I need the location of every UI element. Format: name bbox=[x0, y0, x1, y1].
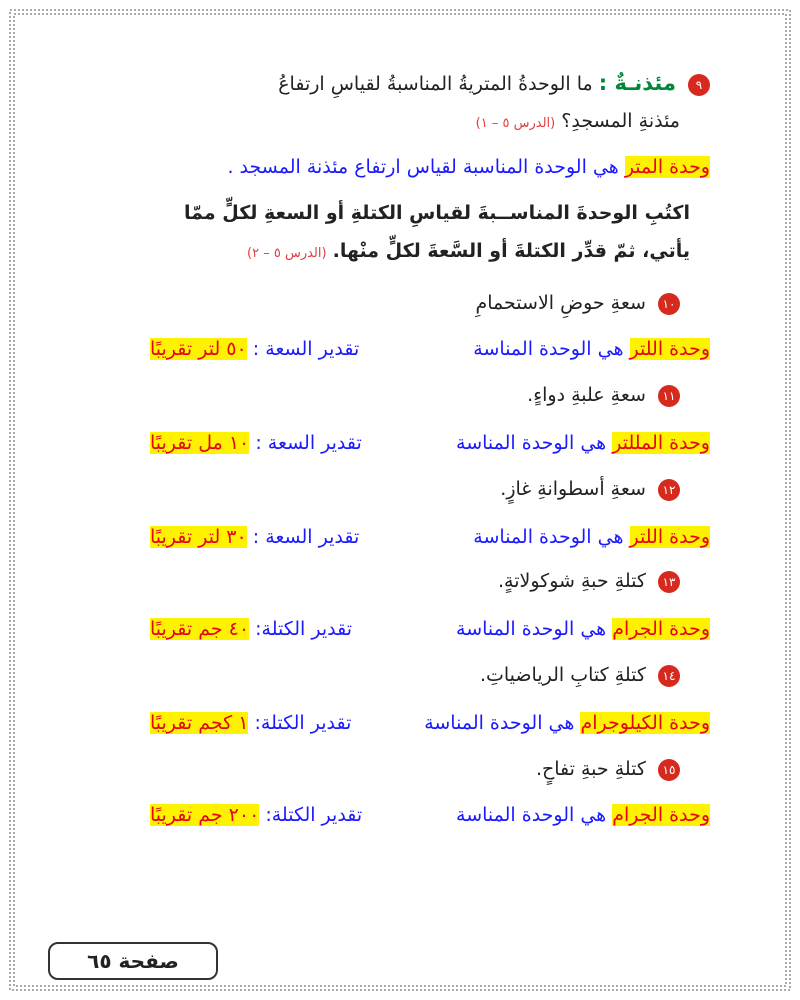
q9-text: ما الوحدةُ المتريةُ المناسبةُ لقياسِ ارتفاعُ bbox=[278, 73, 593, 95]
item-10-estimate: تقدير السعة : ٥٠ لتر تقريبًا bbox=[150, 338, 360, 360]
item-11-estimate: تقدير السعة : ١٠ مل تقريبًا bbox=[150, 432, 362, 454]
instruction-lesson-ref: (الدرس ٥ – ٢) bbox=[247, 246, 327, 261]
item-15-unit: وحدة الجرام هي الوحدة المناسة bbox=[456, 804, 710, 826]
item-12-question: ١٢ سعةِ أسطوانةِ غازٍ. bbox=[500, 476, 680, 502]
item-10-number-badge: ١٠ bbox=[658, 293, 680, 315]
item-12-estimate: تقدير السعة : ٣٠ لتر تقريبًا bbox=[150, 526, 360, 548]
item-15-estimate: تقدير الكتلة: ٢٠٠ جم تقريبًا bbox=[150, 804, 363, 826]
item-12-number-badge: ١٢ bbox=[658, 479, 680, 501]
q9-line1 bbox=[278, 70, 710, 97]
item-13-question: ١٣ كتلةِ حبةِ شوكولاتةٍ. bbox=[498, 568, 680, 594]
item-13-unit: وحدة الجرام هي الوحدة المناسة bbox=[456, 618, 710, 640]
item-11-number-badge: ١١ bbox=[658, 385, 680, 407]
item-10-question: ١٠ سعةِ حوضِ الاستحمامِ bbox=[476, 290, 681, 316]
q9-lesson-ref: (الدرس ٥ – ١) bbox=[475, 116, 556, 131]
item-11-question: ١١ سعةِ علبةِ دواءٍ. bbox=[527, 382, 680, 408]
item-14-estimate: تقدير الكتلة: ١ كجم تقريبًا bbox=[150, 712, 352, 734]
q9-number-badge: ٩ bbox=[688, 74, 710, 96]
q9-text2: مئذنةِ المسجدِ؟ bbox=[561, 110, 680, 132]
page-number-label: صفحة ٦٥ bbox=[48, 942, 218, 980]
q9-line2 bbox=[476, 108, 680, 137]
q9-answer-unit: وحدة المتر bbox=[624, 156, 710, 178]
item-13-number-badge: ١٣ bbox=[658, 571, 680, 593]
item-11-unit: وحدة المللتر هي الوحدة المناسة bbox=[456, 432, 710, 454]
item-14-unit: وحدة الكيلوجرام هي الوحدة المناسة bbox=[424, 712, 710, 734]
q9-title: مئذنـةٌ : bbox=[598, 71, 676, 95]
item-12-unit: وحدة اللتر هي الوحدة المناسة bbox=[473, 526, 710, 548]
instruction-line2: يأتي، ثمّ قدِّر الكتلةَ أو السَّعةَ لكلٍّ منْها. (الدرس ٥ – ٢) bbox=[247, 240, 690, 262]
instruction-line1: اكتُبِ الوحدةَ المناســبةَ لقياسِ الكتلةِ أو السعةِ لكلٍّ ممّا bbox=[184, 202, 690, 224]
q9-answer-rest: هي الوحدة المناسبة لقياس ارتفاع مئذنة المسجد . bbox=[227, 156, 619, 178]
item-13-estimate: تقدير الكتلة: ٤٠ جم تقريبًا bbox=[150, 618, 352, 640]
item-14-number-badge: ١٤ bbox=[658, 665, 680, 687]
item-15-question: ١٥ كتلةِ حبةِ تفاحٍ. bbox=[536, 756, 680, 782]
item-14-question: ١٤ كتلةِ كتابِ الرياضياتِ. bbox=[480, 662, 680, 688]
item-15-number-badge: ١٥ bbox=[658, 759, 680, 781]
item-10-unit: وحدة اللتر هي الوحدة المناسة bbox=[473, 338, 710, 360]
q9-answer bbox=[227, 154, 710, 180]
